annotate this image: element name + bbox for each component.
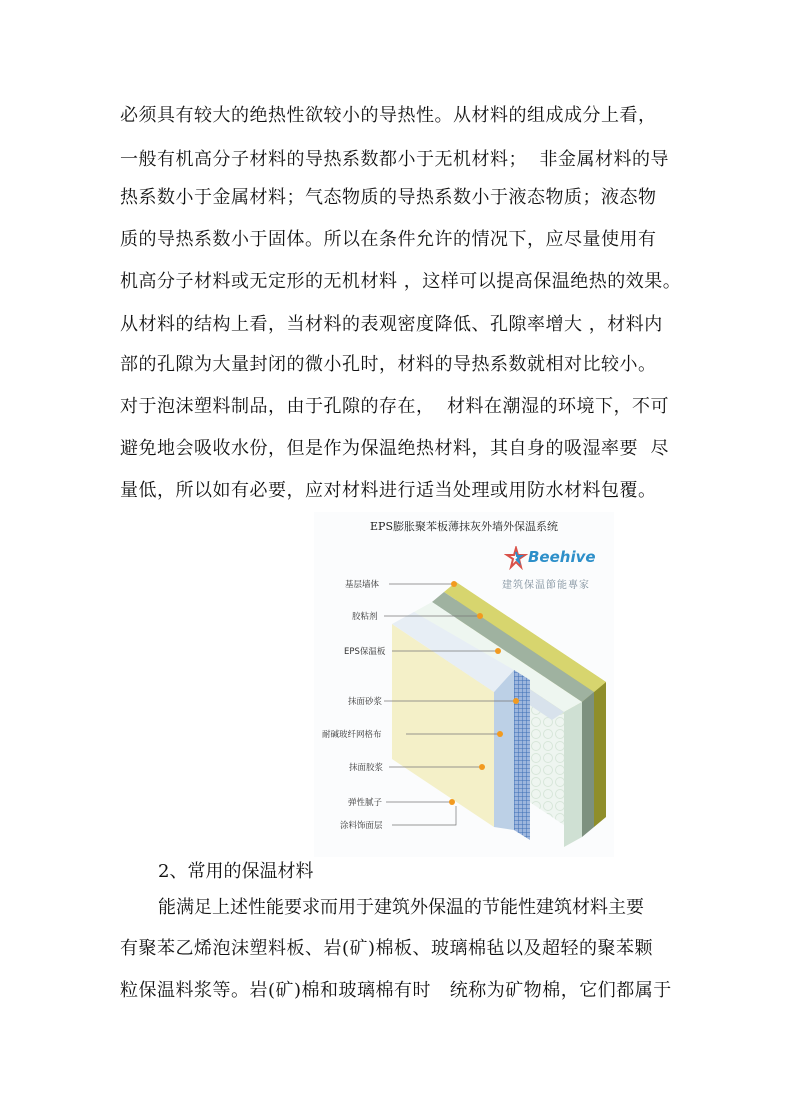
text-line: 质的导热系数小于固体。所以在条件允许的情况下，应尽量使用有	[120, 229, 657, 250]
marker-dot	[495, 648, 501, 654]
marker-dot	[477, 613, 483, 619]
marker-dot	[497, 731, 503, 737]
text-line: 部的孔隙为大量封闭的微小孔时，材料的导热系数就相对比较小。	[120, 354, 657, 375]
marker-dot	[479, 764, 485, 770]
logo-name: Beehive	[528, 548, 596, 566]
insulation-system-figure	[314, 512, 614, 857]
label-plaster-paste: 抹面胶浆	[349, 763, 384, 773]
section-heading: 2、常用的保温材料	[158, 861, 314, 882]
text-line: 热系数小于金属材料；气态物质的导热系数小于液态物质；液态物	[120, 187, 657, 208]
text-line: 机高分子材料或无定形的无机材料 ，这样可以提高保温绝热的效果。	[120, 271, 682, 292]
text-line: 有聚苯乙烯泡沫塑料板、岩(矿)棉板、玻璃棉毡以及超轻的聚苯颗	[120, 938, 654, 959]
text-line: 从材料的结构上看，当材料的表观密度降低、孔隙率增大 ，材料内	[120, 314, 663, 335]
text-line: 粒保温料浆等。岩(矿)棉和玻璃棉有时 统称为矿物棉，它们都属于	[120, 980, 672, 1001]
text-line: 能满足上述性能要求而用于建筑外保温的节能性建筑材料主要	[158, 897, 644, 918]
figure-title: EPS膨胀聚苯板薄抹灰外墙外保温系统	[370, 520, 558, 533]
text-line: 避免地会吸收水份，但是作为保温绝热材料，其自身的吸湿率要 尽	[120, 438, 669, 459]
label-plaster-mortar: 抹面砂浆	[348, 697, 383, 707]
marker-dot	[513, 698, 519, 704]
label-coating-finish: 涂料饰面层	[340, 821, 383, 831]
marker-dot	[451, 581, 457, 587]
marker-dot	[449, 799, 455, 805]
label-glass-fiber-mesh: 耐碱玻纤网格布	[322, 730, 382, 740]
label-eps-board: EPS保温板	[344, 647, 386, 657]
text-line: 量低，所以如有必要，应对材料进行适当处理或用防水材料包覆。	[120, 480, 657, 501]
label-elastic-putty: 弹性腻子	[348, 798, 383, 808]
text-line: 对于泡沫塑料制品，由于孔隙的存在， 材料在潮湿的环境下，不可	[120, 396, 669, 417]
text-line: 必须具有较大的绝热性欲较小的导热性。从材料的组成成分上看，	[120, 105, 657, 126]
label-base-wall: 基层墙体	[345, 580, 380, 590]
text-line: 一般有机高分子材料的导热系数都小于无机材料； 非金属材料的导	[120, 149, 669, 170]
label-adhesive: 胶粘剂	[352, 612, 378, 622]
logo-tagline: 建筑保温節能專家	[502, 580, 590, 591]
